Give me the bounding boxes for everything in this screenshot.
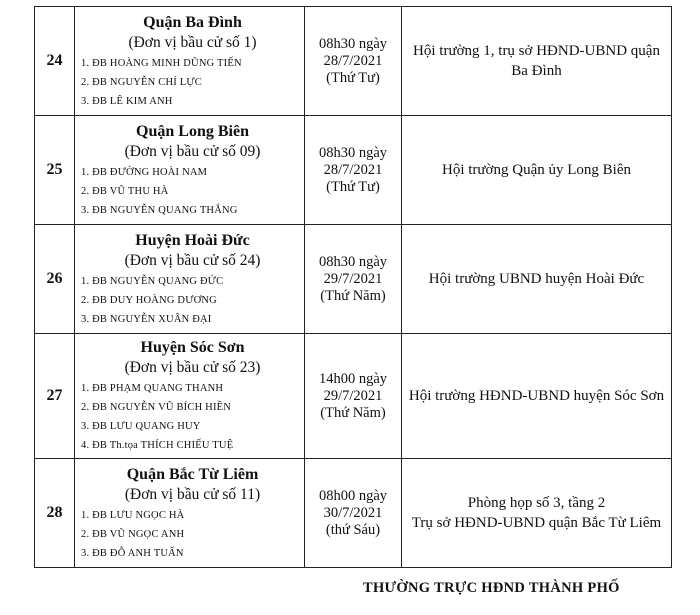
time-cell <box>305 334 402 459</box>
deputy-item: 1. ĐB LƯU NGỌC HÀ <box>81 509 185 521</box>
weekday-line: (Thứ Năm) <box>320 287 386 304</box>
venue-cell <box>402 334 672 459</box>
venue-line: Hội trường 1, trụ sở HĐND-UBND quận <box>413 43 660 59</box>
deputy-item: 1. ĐB HOÀNG MINH DŨNG TIẾN <box>81 57 242 69</box>
table-row <box>35 334 672 459</box>
row-number: 28 <box>35 459 75 568</box>
deputy-item: 2. ĐB DUY HOÀNG DƯƠNG <box>81 294 217 306</box>
row-number: 26 <box>35 225 75 334</box>
venue-line: Ba Đình <box>511 63 562 79</box>
venue-cell <box>402 459 672 568</box>
deputy-item: 2. ĐB VŨ NGỌC ANH <box>81 528 185 540</box>
row-number: 24 <box>35 7 75 116</box>
table-row <box>35 225 672 334</box>
venue-cell <box>402 225 672 334</box>
venue-line: Trụ sở HĐND-UBND quận Bắc Từ Liêm <box>411 515 662 531</box>
deputy-list <box>81 54 304 111</box>
time-line: 14h00 ngày <box>318 370 388 387</box>
weekday-line: (Thứ Năm) <box>320 404 386 421</box>
row-number: 27 <box>35 334 75 459</box>
unit-subtitle: (Đơn vị bầu cử số 1) <box>128 33 257 51</box>
deputy-item: 3. ĐB NGUYỄN XUÂN ĐẠI <box>81 313 212 325</box>
unit-name: Quận Ba Đình <box>143 13 242 31</box>
table-row <box>35 459 672 568</box>
unit-name: Quận Bắc Từ Liêm <box>126 465 259 483</box>
time-cell <box>305 459 402 568</box>
deputy-item: 3. ĐB ĐỖ ANH TUẤN <box>81 547 184 559</box>
unit-name: Quận Long Biên <box>136 122 249 140</box>
unit-subtitle: (Đơn vị bầu cử số 23) <box>124 359 261 376</box>
time-line: 08h30 ngày <box>318 253 388 270</box>
date-line: 29/7/2021 <box>323 387 383 404</box>
time-cell <box>305 116 402 225</box>
time-line: 08h00 ngày <box>318 487 388 504</box>
deputy-list <box>81 506 304 563</box>
venue-cell <box>402 7 672 116</box>
deputy-item: 2. ĐB VŨ THU HÀ <box>81 185 169 197</box>
deputy-list <box>81 379 304 455</box>
election-unit-cell <box>75 334 305 459</box>
time-cell <box>305 7 402 116</box>
deputy-list <box>81 272 304 329</box>
election-unit-cell <box>75 459 305 568</box>
venue-line: Hội trường Quận ủy Long Biên <box>442 162 631 178</box>
weekday-line: (Thứ Tư) <box>326 178 380 195</box>
signature-title: THƯỜNG TRỰC HĐND THÀNH PHỐ <box>363 580 620 596</box>
deputy-item: 3. ĐB LƯU QUANG HUY <box>81 421 201 432</box>
deputy-item: 3. ĐB NGUYỄN QUANG THẮNG <box>81 204 238 216</box>
deputy-item: 1. ĐB ĐƯỜNG HOÀI NAM <box>81 166 208 178</box>
table-row <box>35 7 672 116</box>
unit-name: Huyện Hoài Đức <box>135 231 250 249</box>
time-line: 08h30 ngày <box>318 35 388 52</box>
unit-subtitle: (Đơn vị bầu cử số 11) <box>124 485 261 503</box>
deputy-item: 1. ĐB PHẠM QUANG THANH <box>81 383 224 394</box>
deputy-item: 3. ĐB LÊ KIM ANH <box>81 95 173 107</box>
deputy-item: 4. ĐB Th.tọa THÍCH CHIẾU TUỆ <box>81 440 234 451</box>
date-line: 29/7/2021 <box>323 270 383 287</box>
date-line: 30/7/2021 <box>323 504 383 521</box>
venue-line: Phòng họp số 3, tầng 2 <box>467 495 606 511</box>
weekday-line: (Thứ Tư) <box>326 69 380 86</box>
row-number: 25 <box>35 116 75 225</box>
time-cell <box>305 225 402 334</box>
venue-line: Hội trường UBND huyện Hoài Đức <box>428 271 645 287</box>
unit-subtitle: (Đơn vị bầu cử số 09) <box>124 142 261 160</box>
table-row <box>35 116 672 225</box>
election-unit-cell <box>75 225 305 334</box>
date-line: 28/7/2021 <box>323 52 383 69</box>
deputy-list <box>81 163 304 220</box>
unit-subtitle: (Đơn vị bầu cử số 24) <box>124 251 261 269</box>
venue-cell <box>402 116 672 225</box>
time-line: 08h30 ngày <box>318 144 388 161</box>
deputy-item: 2. ĐB NGUYỄN VŨ BÍCH HIỀN <box>81 402 232 413</box>
unit-name: Huyện Sóc Sơn <box>140 339 245 356</box>
date-line: 28/7/2021 <box>323 161 383 178</box>
election-unit-cell <box>75 116 305 225</box>
weekday-line: (thứ Sáu) <box>325 521 381 538</box>
schedule-table <box>34 6 672 568</box>
election-unit-cell <box>75 7 305 116</box>
deputy-item: 1. ĐB NGUYỄN QUANG ĐỨC <box>81 275 224 287</box>
venue-line: Hội trường HĐND-UBND huyện Sóc Sơn <box>408 388 665 404</box>
deputy-item: 2. ĐB NGUYỄN CHÍ LỰC <box>81 76 202 88</box>
